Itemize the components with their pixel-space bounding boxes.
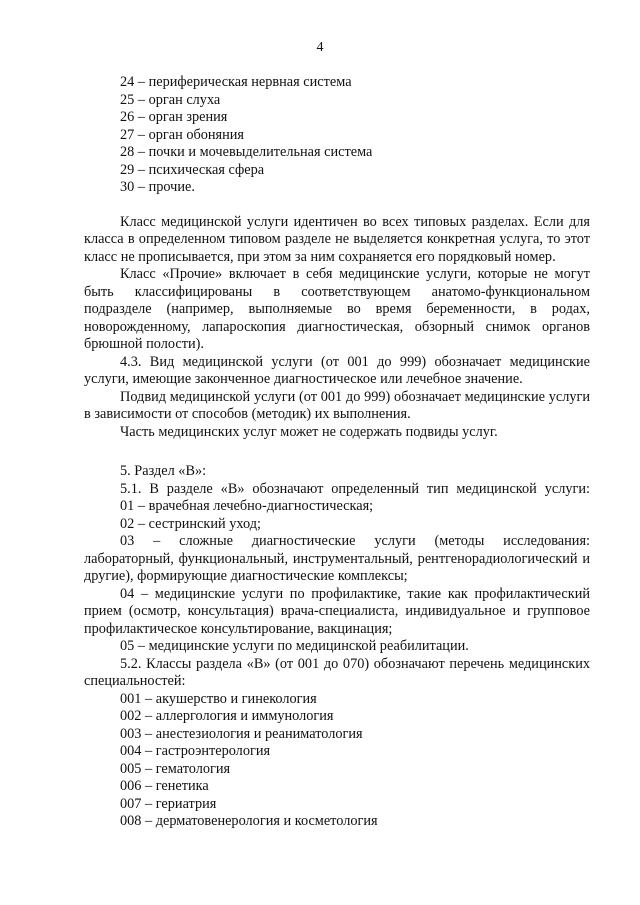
organ-list <box>84 74 590 197</box>
paragraph: 4.3. Вид медицинской услуги (от 001 до 999) обозначает медицинские услуги, имеющие законченное диагностическое или лечебное значение. <box>84 353 590 387</box>
paragraph: 03 – сложные диагностические услуги (методы исследования: лабораторный, функциональный, инструментальный, рентгенорадиологический и другие), формирующие диагностические комплексы; <box>84 533 590 584</box>
list-item: 006 – генетика <box>120 778 209 794</box>
spacer <box>84 197 590 214</box>
list-item: 25 – орган слуха <box>120 91 221 108</box>
specialty-list <box>84 691 590 831</box>
section-heading: 5. Раздел «В»: <box>120 463 207 479</box>
list-item: 30 – прочие. <box>120 179 195 195</box>
list-item: 27 – орган обоняния <box>120 126 245 143</box>
document-body <box>84 74 590 831</box>
paragraph: Часть медицинских услуг может не содержать подвиды услуг. <box>120 423 498 440</box>
list-item: 002 – аллергология и иммунология <box>120 708 334 724</box>
paragraph: Подвид медицинской услуги (от 001 до 999) обозначает медицинские услуги в зависимости от способов (методик) их выполнения. <box>84 388 590 422</box>
paragraph: Класс медицинской услуги идентичен во всех типовых разделах. Если для класса в определенном типовом разделе не выделяется конкретная услуга, то этот класс не прописывается, при этом за ним сохраняется его порядковый номер. <box>84 213 590 265</box>
paragraph: Класс «Прочие» включает в себя медицинские услуги, которые не могут быть классифицированы в соответствующем анатомо-функциональном подразделе (например, выполняемые во время беременности, в родах, новорожденному, лапароскопия диагностическая, обзорный снимок органов брюшной полости). <box>84 266 590 352</box>
list-item: 007 – гериатрия <box>120 795 217 812</box>
list-item: 26 – орган зрения <box>120 109 228 125</box>
list-item: 004 – гастроэнтерология <box>120 743 271 759</box>
list-item: 29 – психическая сфера <box>120 161 265 178</box>
list-item: 008 – дерматовенерология и косметология <box>120 813 378 829</box>
list-item: 28 – почки и мочевыделительная система <box>120 144 373 160</box>
list-item: 01 – врачебная лечебно-диагностическая; <box>120 498 374 514</box>
list-item: 02 – сестринский уход; <box>120 515 261 532</box>
spacer <box>84 441 590 463</box>
list-item: 001 – акушерство и гинекология <box>120 690 317 707</box>
paragraph: 04 – медицинские услуги по профилактике, такие как профилактический прием (осмотр, консультация) врача-специалиста, индивидуальное и групповое профилактическое консультирование, вакцинация; <box>84 585 590 637</box>
page-number: 4 <box>316 40 324 55</box>
paragraph: 05 – медицинские услуги по медицинской реабилитации. <box>120 638 469 654</box>
list-item: 003 – анестезиология и реаниматология <box>120 725 363 742</box>
list-item: 24 – периферическая нервная система <box>120 74 352 90</box>
list-item: 005 – гематология <box>120 760 231 777</box>
paragraph: 5.1. В разделе «В» обозначают определенный тип медицинской услуги: <box>120 480 590 497</box>
paragraph: 5.2. Классы раздела «В» (от 001 до 070) обозначают перечень медицинских специальностей: <box>84 655 590 689</box>
